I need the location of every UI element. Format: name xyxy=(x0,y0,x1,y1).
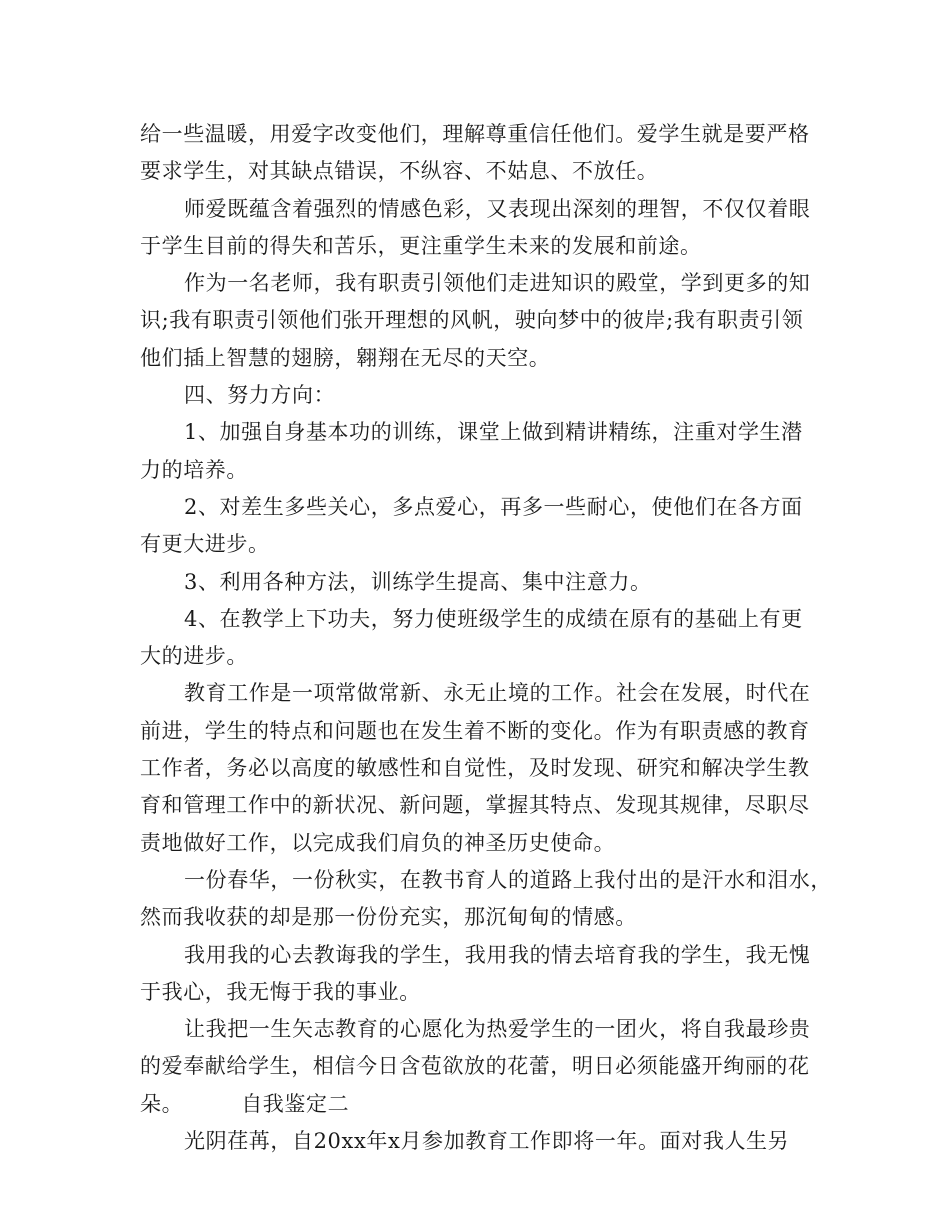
document-body xyxy=(140,116,832,1160)
text-line: 责地做好工作，以完成我们肩负的神圣历史使命。 xyxy=(140,830,616,855)
text-line: 给一些温暖，用爱字改变他们，理解尊重信任他们。爱学生就是要严格 xyxy=(140,122,810,146)
text-line: 2、对差生多些关心，多点爱心，再多一些耐心，使他们在各方面 xyxy=(184,494,803,519)
text-line: 光阴荏苒，自20xx年x月参加教育工作即将一年。面对我人生另 xyxy=(184,1129,790,1154)
text-line: 于学生目前的得失和苦乐，更注重学生未来的发展和前途。 xyxy=(140,233,702,258)
section-title: 自我鉴定二 xyxy=(241,1091,350,1116)
section-heading-line: 四、努力方向： xyxy=(184,383,336,408)
text-line: 4、在教学上下功夫，努力使班级学生的成绩在原有的基础上有更 xyxy=(184,606,803,631)
text-line: 大的进步。 xyxy=(140,644,248,669)
text-line: 育和管理工作中的新状况、新问题，掌握其特点、发现其规律，尽职尽 xyxy=(140,793,810,818)
text-line: 力的培养。 xyxy=(140,457,248,482)
text-line: 的爱奉献给学生，相信今日含苞欲放的花蕾，明日必须能盛开绚丽的花 xyxy=(140,1054,810,1079)
text-line: 要求学生，对其缺点错误，不纵容、不姑息、不放任。 xyxy=(140,159,659,184)
text-line: 然而我收获的却是那一份份充实，那沉甸甸的情感。 xyxy=(140,905,637,930)
text-line: 工作者，务必以高度的敏感性和自觉性，及时发现、研究和解决学生教 xyxy=(140,756,810,781)
text-line: 于我心，我无悔于我的事业。 xyxy=(140,979,421,1004)
text-line: 教育工作是一项常做常新、永无止境的工作。社会在发展，时代在 xyxy=(184,681,811,706)
text-line: 师爱既蕴含着强烈的情感色彩，又表现出深刻的理智，不仅仅着眼 xyxy=(184,196,811,221)
text-line: 前进，学生的特点和问题也在发生着不断的变化。作为有职责感的教育 xyxy=(140,718,810,743)
paragraph-end-text: 朵。 xyxy=(140,1091,184,1116)
text-line: 他们插上智慧的翅膀，翱翔在无尽的天空。 xyxy=(140,345,551,370)
text-line: 作为一名老师，我有职责引领他们走进知识的殿堂，学到更多的知 xyxy=(184,271,811,296)
text-line: 识;我有职责引领他们张开理想的风帆，驶向梦中的彼岸;我有职责引领 xyxy=(140,308,804,333)
text-line: 1、加强自身基本功的训练，课堂上做到精讲精练，注重对学生潜 xyxy=(184,420,803,445)
text-line: 一份春华，一份秋实，在教书育人的道路上我付出的是汗水和泪水， xyxy=(184,867,832,892)
text-line: 让我把一生矢志教育的心愿化为热爱学生的一团火，将自我最珍贵 xyxy=(184,1017,811,1042)
text-line xyxy=(140,1086,820,1123)
text-line: 我用我的心去教诲我的学生，我用我的情去培育我的学生，我无愧 xyxy=(184,942,811,967)
text-line: 有更大进步。 xyxy=(140,532,270,557)
text-line: 3、利用各种方法，训练学生提高、集中注意力。 xyxy=(184,569,652,594)
